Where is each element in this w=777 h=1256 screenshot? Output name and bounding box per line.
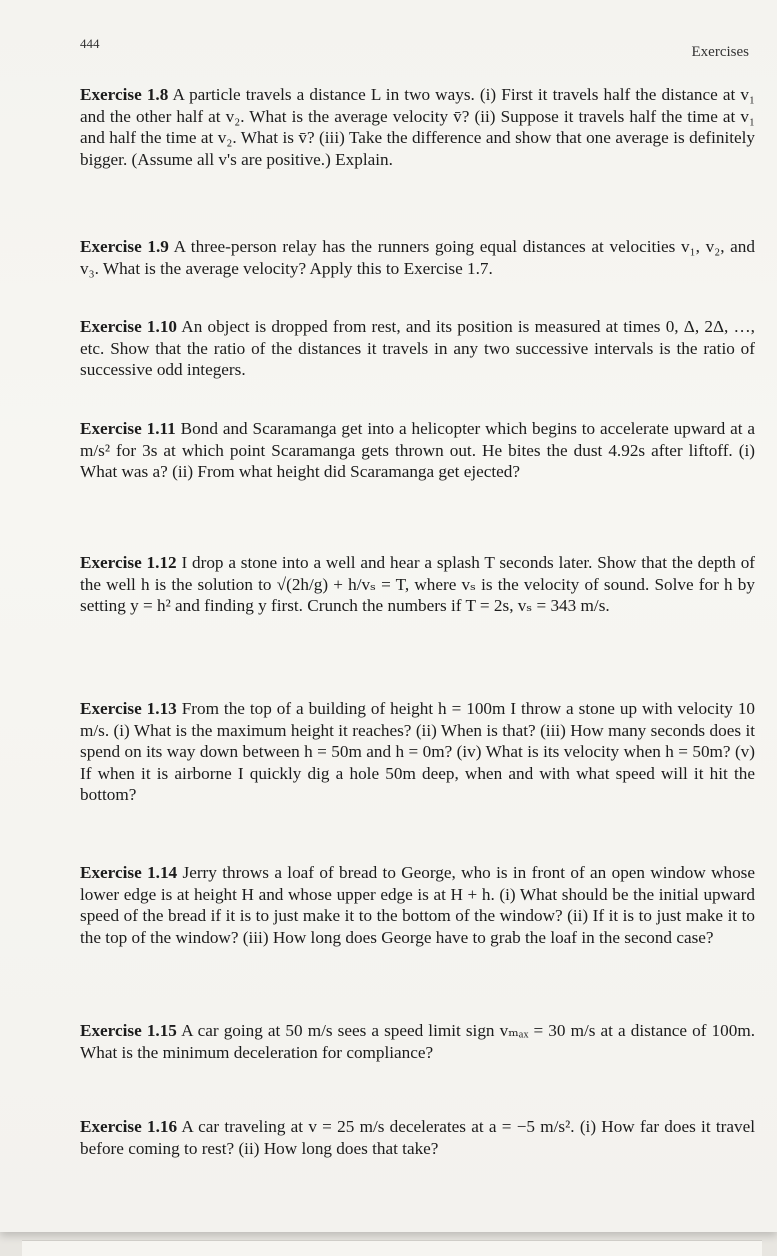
exercise-1-16 xyxy=(80,1116,755,1159)
exercise-1-14 xyxy=(80,862,755,948)
exercise-1-9 xyxy=(80,236,755,279)
exercise-label: Exercise 1.15 xyxy=(80,1021,177,1040)
exercise-label: Exercise 1.11 xyxy=(80,419,176,438)
page-number: 444 xyxy=(80,36,100,51)
exercise-1-15 xyxy=(80,1020,755,1063)
exercise-label: Exercise 1.10 xyxy=(80,317,178,336)
exercise-label: Exercise 1.14 xyxy=(80,863,178,882)
exercise-1-13 xyxy=(80,698,755,806)
exercise-text: An object is dropped from rest, and its position is measured at times 0, Δ, 2Δ, …, etc. Show that the ratio of the distances it travels in any two successive intervals is the ratio of successive odd integers. xyxy=(80,317,755,379)
exercise-text: Jerry throws a loaf of bread to George, who is in front of an open window whose lower edge is at height H and whose upper edge is at H + h. (i) What should be the initial upward speed of the bread if it is to just make it to the bottom of the window? (ii) If it is to just make it to the top of the window? (iii) How long does George have to grab the loaf in the second case? xyxy=(80,863,755,947)
exercise-text: A car going at 50 m/s sees a speed limit sign vₘₐₓ = 30 m/s at a distance of 100m. What is the minimum deceleration for compliance? xyxy=(80,1021,755,1062)
exercise-label: Exercise 1.9 xyxy=(80,237,169,256)
exercise-label: Exercise 1.13 xyxy=(80,699,177,718)
exercise-label: Exercise 1.12 xyxy=(80,553,177,572)
next-page-edge xyxy=(22,1240,762,1256)
exercise-text: Bond and Scaramanga get into a helicopter which begins to accelerate upward at a m/s² for 3s at which point Scaramanga gets thrown out. He bites the dust 4.92s after liftoff. (i) What was a? (ii) From what height did Scaramanga get ejected? xyxy=(80,419,756,481)
exercise-1-10 xyxy=(80,316,755,381)
exercise-1-8 xyxy=(80,84,755,170)
exercise-text: A car traveling at v = 25 m/s decelerates at a = −5 m/s². (i) How far does it travel before coming to rest? (ii) How long does that take? xyxy=(80,1117,755,1158)
exercise-text: A three-person relay has the runners going equal distances at velocities v₁, v₂, and v₃. What is the average velocity? Apply this to Exercise 1.7. xyxy=(80,237,755,278)
exercise-1-12 xyxy=(80,552,755,617)
exercise-1-11 xyxy=(80,418,755,483)
exercise-label: Exercise 1.16 xyxy=(80,1117,178,1136)
exercise-label: Exercise 1.8 xyxy=(80,85,169,104)
exercise-text: I drop a stone into a well and hear a splash T seconds later. Show that the depth of the well h is the solution to √(2h/g) + h/vₛ = T, where vₛ is the velocity of sound. Solve for h by setting y = h² and finding y first. Crunch the numbers if T = 2s, vₛ = 343 m/s. xyxy=(80,553,756,615)
running-head: Exercises xyxy=(691,44,749,60)
exercise-text: From the top of a building of height h = 100m I throw a stone up with velocity 10 m/s. (i) What is the maximum height it reaches? (ii) When is that? (iii) How many seconds does it spend on its way down between h = 50m and h = 0m? (iv) What is its velocity when h = 50m? (v) If when it is airborne I quickly dig a hole 50m deep, when and with what speed will it hit the bottom? xyxy=(80,699,756,804)
exercise-text: A particle travels a distance L in two ways. (i) First it travels half the distance at v₁ and the other half at v₂. What is the average velocity v̄? (ii) Suppose it travels half the time at v₁ and half the time at v₂. What is v̄? (iii) Take the difference and show that one average is definitely bigger. (Assume all v's are positive.) Explain. xyxy=(80,85,755,169)
